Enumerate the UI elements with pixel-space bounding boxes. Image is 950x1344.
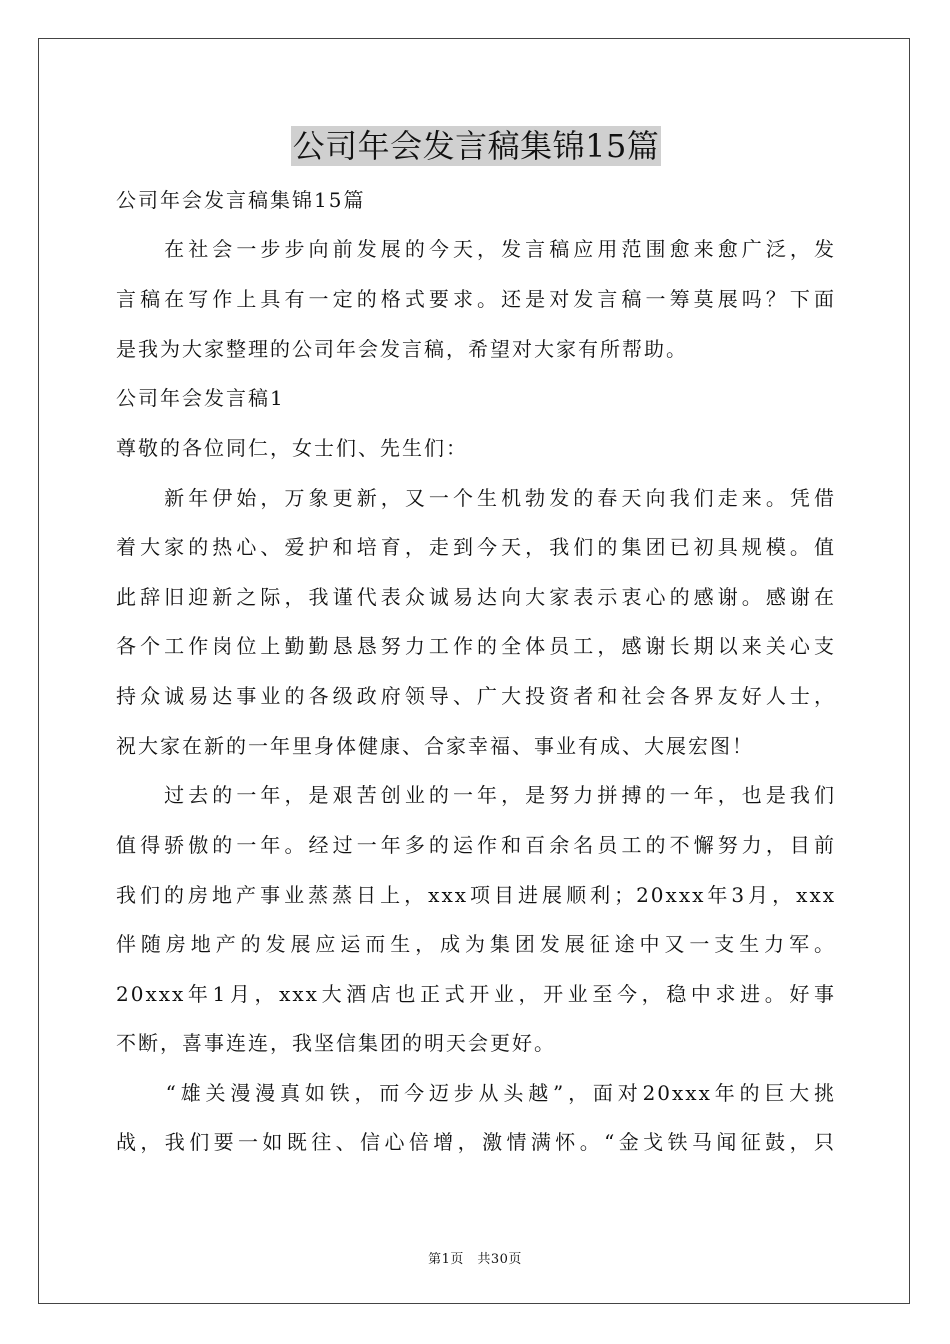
text-line: 此辞旧迎新之际，我谨代表众诚易达向大家表示衷心的感谢。感谢在 [116, 585, 836, 609]
text-line: 是我为大家整理的公司年会发言稿，希望对大家有所帮助。 [116, 337, 688, 361]
text-line: 在社会一步步向前发展的今天，发言稿应用范围愈来愈广泛，发 [116, 237, 836, 261]
text-line: 各个工作岗位上勤勤恳恳努力工作的全体员工，感谢长期以来关心支 [116, 634, 836, 658]
text-line: 20xxx年1月，xxx大酒店也正式开业，开业至今，稳中求进。好事 [116, 982, 836, 1006]
text-line: 新年伊始，万象更新，又一个生机勃发的春天向我们走来。凭借 [116, 486, 836, 510]
text-line: 战，我们要一如既往、信心倍增，激情满怀。“金戈铁马闻征鼓，只 [116, 1130, 836, 1154]
text-line: 祝大家在新的一年里身体健康、合家幸福、事业有成、大展宏图！ [116, 734, 754, 758]
page-border [38, 38, 910, 1304]
text-line: 过去的一年，是艰苦创业的一年，是努力拼搏的一年，也是我们 [116, 783, 836, 807]
subtitle-line: 公司年会发言稿集锦15篇 [116, 188, 366, 212]
text-line: 我们的房地产事业蒸蒸日上，xxx项目进展顺利；20xxx年3月，xxx [116, 883, 836, 907]
title-wrap [116, 126, 836, 166]
text-line: 言稿在写作上具有一定的格式要求。还是对发言稿一筹莫展吗？下面 [116, 287, 836, 311]
text-line: 值得骄傲的一年。经过一年多的运作和百余名员工的不懈努力，目前 [116, 833, 836, 857]
text-line: 伴随房地产的发展应运而生，成为集团发展征途中又一支生力军。 [116, 932, 836, 956]
text-line: 着大家的热心、爱护和培育，走到今天，我们的集团已初具规模。值 [116, 535, 836, 559]
document-title: 公司年会发言稿集锦15篇 [292, 127, 660, 165]
section-heading: 公司年会发言稿1 [116, 386, 285, 410]
text-line: 持众诚易达事业的各级政府领导、广大投资者和社会各界友好人士， [116, 684, 836, 708]
text-line: 不断，喜事连连，我坚信集团的明天会更好。 [116, 1031, 556, 1055]
page-footer: 第1页 共30页 [428, 1252, 522, 1267]
text-line: “雄关漫漫真如铁，而今迈步从头越”，面对20xxx年的巨大挑 [116, 1081, 836, 1105]
salutation-line: 尊敬的各位同仁，女士们、先生们： [116, 436, 468, 460]
